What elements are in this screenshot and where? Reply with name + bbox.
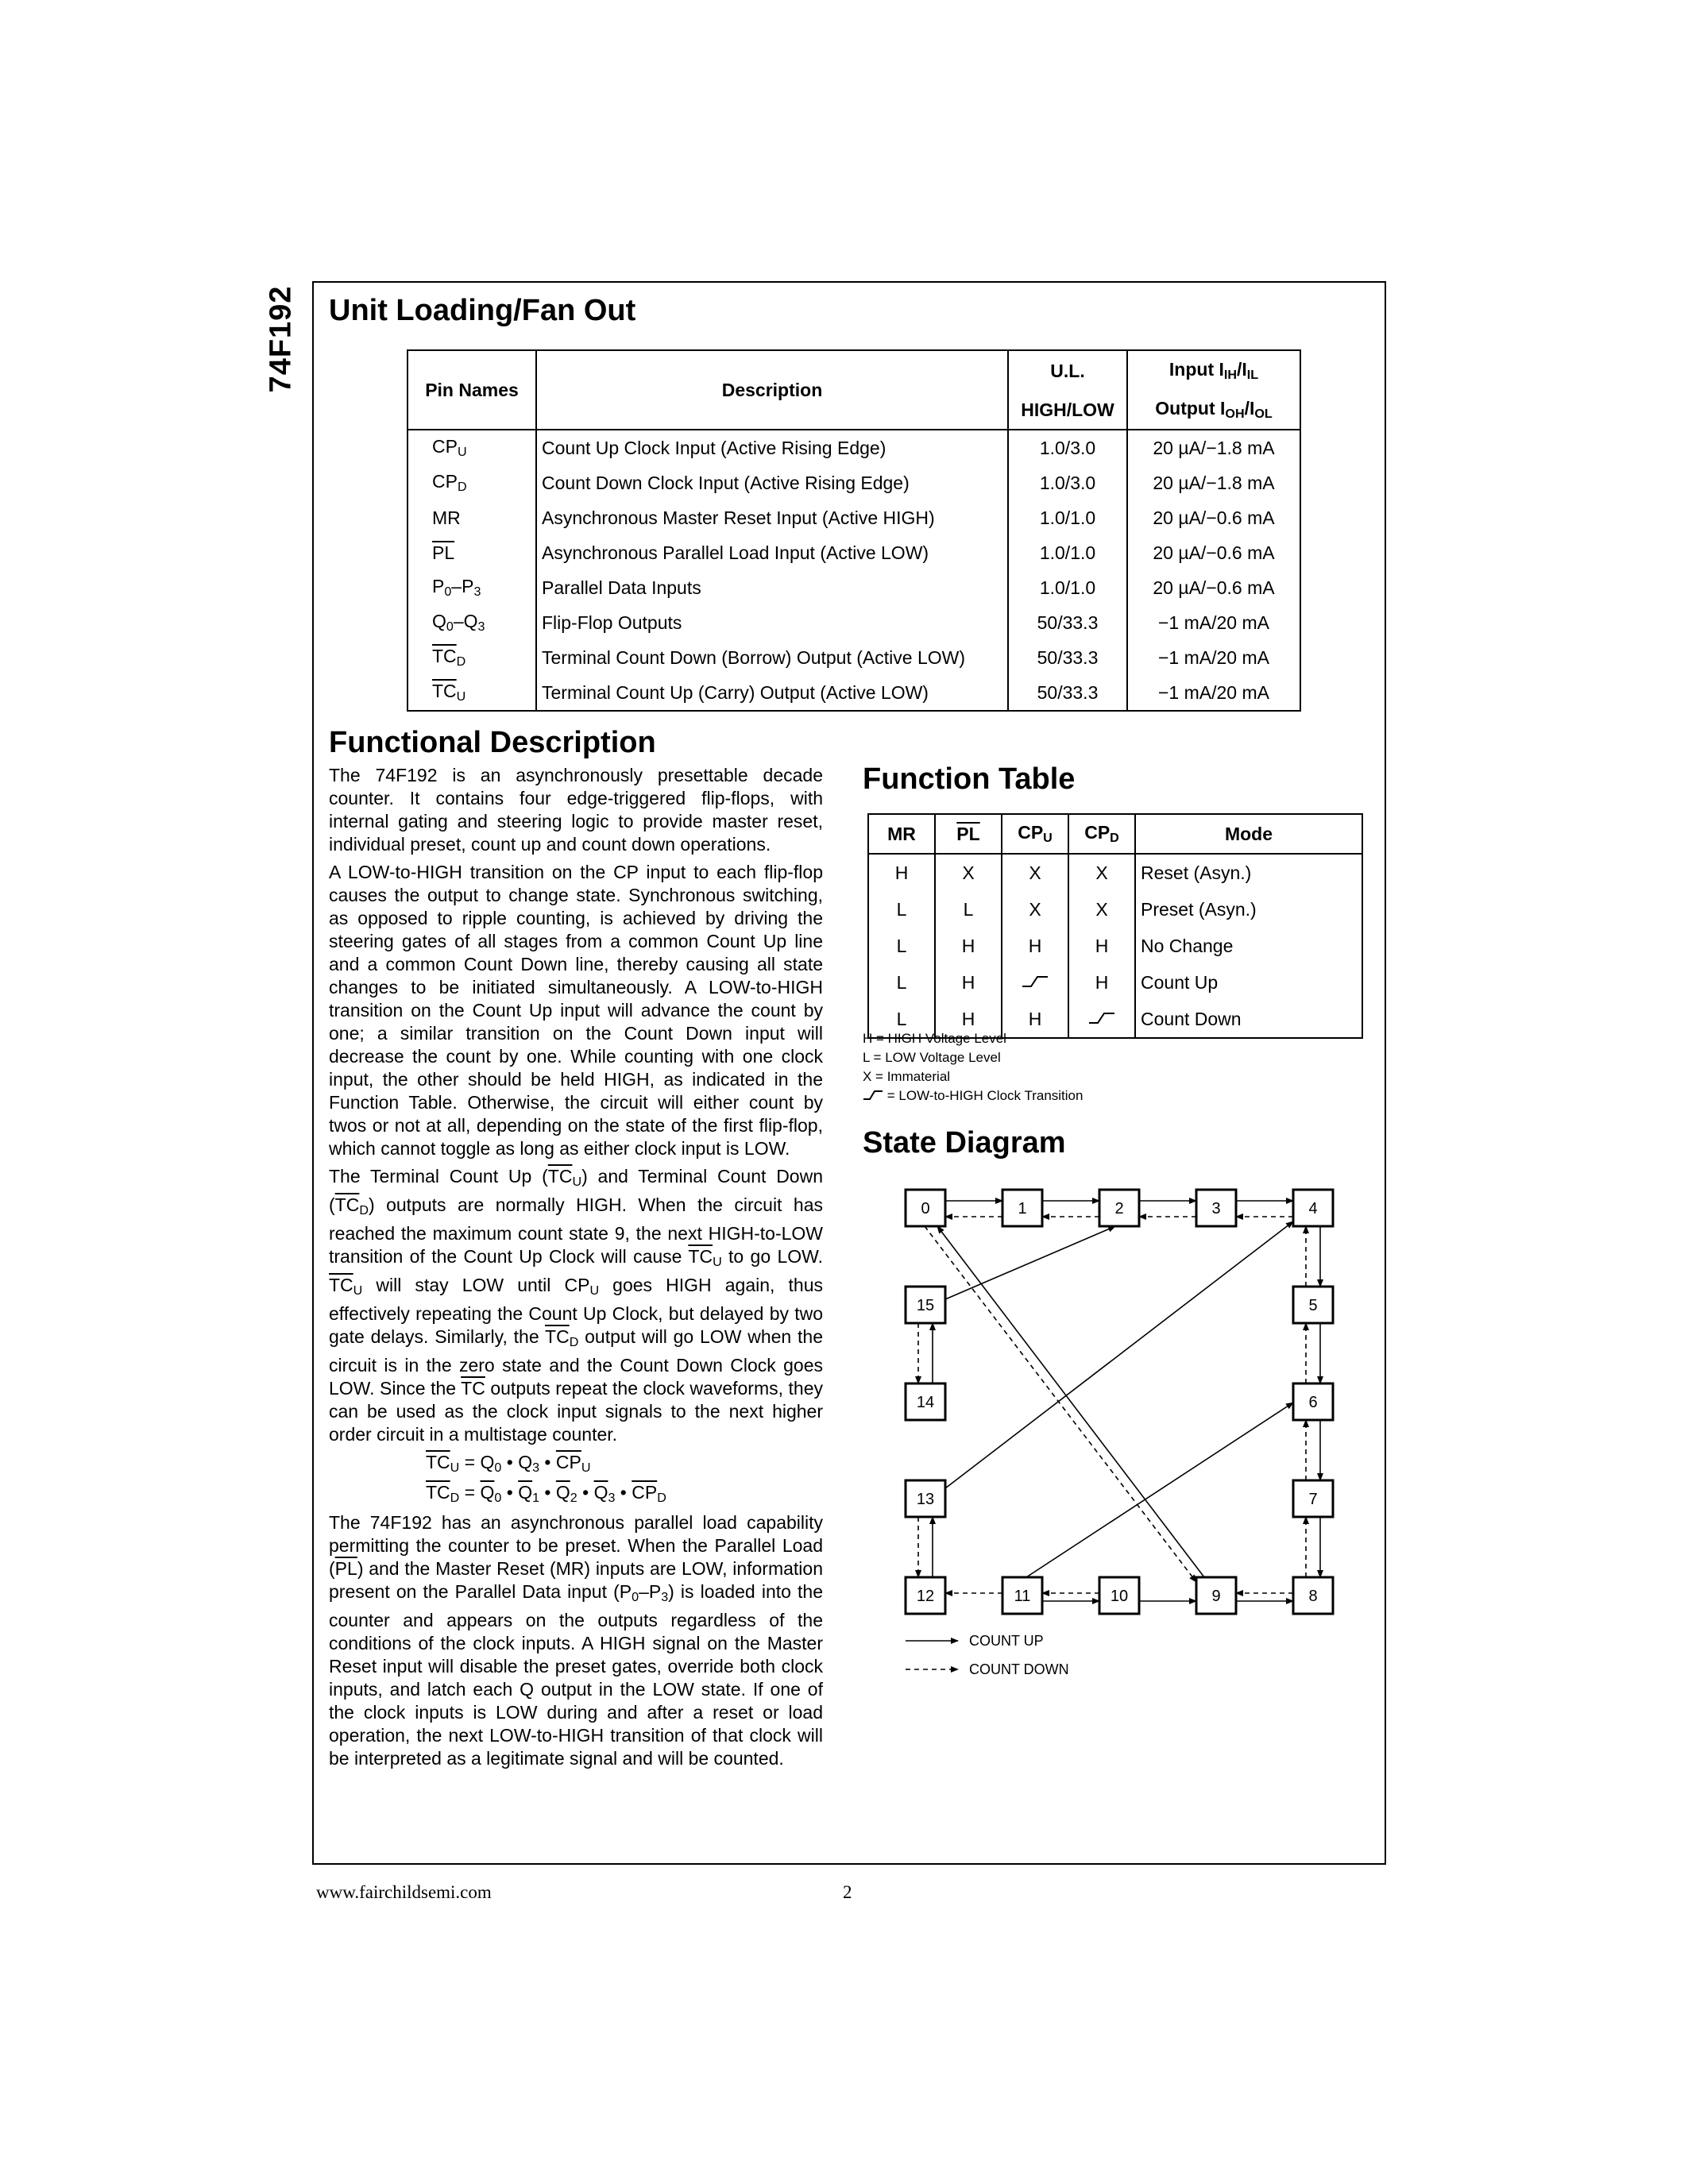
cpu-cell: X (1002, 854, 1068, 891)
count-up-transition (945, 1226, 1115, 1299)
table-row (408, 500, 1300, 535)
count-up-transition (937, 1226, 1204, 1577)
pl-cell: H (935, 1001, 1002, 1038)
cpd-cell: H (1068, 928, 1135, 964)
pin-name: $CP_D$ (408, 465, 536, 500)
table-row (408, 535, 1300, 570)
paragraph: The Terminal Count Up $(\overline{TC}_U)$ and Terminal Count Down $(\overline{TC}_D)$ outputs are normally HIGH. When the circuit has reached the maximum count state 9, the next HIGH-to-LOW transition of the Count Up Clock will cause $\overline{TC}_U$ to go LOW. $\overline{TC}_U$ will stay LOW until $CP_U$ goes HIGH again, thus effectively repeating the Count Up Clock, but delayed by two gate delays. Similarly, the $\overline{TC}_D$ output will go LOW when the circuit is in the zero state and the Count Down Clock goes LOW. Since the $\overline{TC}$ outputs repeat the clock waveforms, they can be used as the clock input signals to the next higher order circuit in a multistage counter. (329, 1166, 824, 1445)
table-row (868, 854, 1362, 891)
table-row (868, 928, 1362, 964)
unit-load: 1.0/1.0 (1008, 570, 1127, 605)
count-up-transition (1026, 1403, 1293, 1577)
table-header-row (408, 350, 1300, 391)
header-ul-bottom: HIGH/LOW (1008, 391, 1127, 430)
io-current: 20 µA/−0.6 mA (1127, 500, 1300, 535)
rising-edge-icon (1088, 1011, 1115, 1025)
unit-load: 1.0/1.0 (1008, 535, 1127, 570)
cpu-cell: H (1002, 928, 1068, 964)
header-cpd: $CP_D$ (1068, 814, 1135, 854)
mr-cell: L (868, 891, 935, 928)
header-pl: $\overline{PL}$ (935, 814, 1002, 854)
equation-tcd: $\overline{TC}_D = \overline{Q}_0$ • $\overline{Q}_1$ • $\overline{Q}_2$ • $\overline{Q}_3$ • $\overline{CP}_D$ (426, 1482, 666, 1506)
pin-description: Asynchronous Master Reset Input (Active HIGH) (536, 500, 1008, 535)
state-label: 12 (916, 1588, 935, 1605)
state-label: 8 (1308, 1588, 1318, 1605)
state-label: 6 (1308, 1394, 1318, 1411)
state-label: 13 (916, 1491, 935, 1508)
state-label: 3 (1211, 1200, 1221, 1217)
pin-name: $CP_U$ (408, 430, 536, 465)
pin-description: Terminal Count Up (Carry) Output (Active LOW) (536, 675, 1008, 711)
mr-cell: H (868, 854, 935, 891)
state-label: 11 (1014, 1588, 1031, 1605)
mode-cell: Count Up (1135, 964, 1362, 1001)
pin-name: $\overline{PL}$ (408, 535, 536, 570)
legend-high: H = HIGH Voltage Level (863, 1031, 1006, 1046)
state-diagram (882, 1167, 1366, 1684)
io-current: 20 µA/−1.8 mA (1127, 430, 1300, 465)
state-diagram-title: State Diagram (863, 1126, 1066, 1160)
legend-low: L = LOW Voltage Level (863, 1050, 1001, 1065)
state-label: 2 (1114, 1200, 1124, 1217)
table-row (408, 570, 1300, 605)
io-current: 20 µA/−0.6 mA (1127, 535, 1300, 570)
legend-clock: = LOW-to-HIGH Clock Transition (863, 1086, 1083, 1106)
unit-loading-table (407, 349, 1301, 712)
table-header-row (868, 814, 1362, 854)
table-row (408, 465, 1300, 500)
io-current: 20 µA/−1.8 mA (1127, 465, 1300, 500)
pl-cell: X (935, 854, 1002, 891)
cpd-cell: X (1068, 891, 1135, 928)
state-label: 9 (1211, 1588, 1221, 1605)
equation-tcu: $\overline{TC}_U = Q_0$ • $Q_3$ • $\overline{CP}_U$ (426, 1452, 591, 1476)
cpd-cell: X (1068, 854, 1135, 891)
state-label: 5 (1308, 1297, 1318, 1314)
io-current: 20 µA/−0.6 mA (1127, 570, 1300, 605)
unit-load: 1.0/3.0 (1008, 465, 1127, 500)
header-output-current: Output $I_{OH}/I_{OL}$ (1127, 391, 1300, 430)
functional-description-body (329, 764, 823, 1775)
unit-load: 1.0/3.0 (1008, 430, 1127, 465)
io-current: −1 mA/20 mA (1127, 675, 1300, 711)
mode-cell: Preset (Asyn.) (1135, 891, 1362, 928)
pin-name: $P_0-P_3$ (408, 570, 536, 605)
pin-description: Parallel Data Inputs (536, 570, 1008, 605)
page-number: 2 (843, 1882, 852, 1902)
pin-name: $\overline{TC}_D$ (408, 640, 536, 675)
state-label: 0 (921, 1200, 930, 1217)
part-number-text: 74F192 (264, 285, 298, 393)
paragraph: A LOW-to-HIGH transition on the CP input to each flip-flop causes the output to change state. Synchronous switching, as opposed to ripple counting, is achieved by driving the steering gates of all stages from a common Count Up line and a common Count Down line, thereby causing all state changes to be initiated simultaneously. A LOW-to-HIGH transition on the Count Up input will advance the count by one; a similar transition on the Count Down input will decrease the count by one. While counting with one clock input, the other should be held HIGH, as indicated in the Function Table. Otherwise, the circuit will either count by twos or not at all, depending on the state of the first flip-flop, which cannot toggle as long as either clock input is LOW. (329, 862, 823, 1159)
header-cpu: $CP_U$ (1002, 814, 1068, 854)
mr-cell: L (868, 1001, 935, 1038)
unit-loading-title: Unit Loading/Fan Out (329, 294, 636, 327)
unit-load: 50/33.3 (1008, 640, 1127, 675)
mode-cell: No Change (1135, 928, 1362, 964)
function-table-title: Function Table (863, 762, 1076, 796)
paragraph: The 74F192 is an asynchronously presettable decade counter. It contains four edge-triggered flip-flops, with internal gating and steering logic to provide master reset, individual preset, count up and count down operations. (329, 765, 823, 855)
count-down-legend-label: COUNT DOWN (969, 1661, 1069, 1677)
header-mode: Mode (1135, 814, 1362, 854)
cpd-cell: H (1068, 964, 1135, 1001)
mr-cell: L (868, 928, 935, 964)
pin-description: Asynchronous Parallel Load Input (Active LOW) (536, 535, 1008, 570)
unit-load: 1.0/1.0 (1008, 500, 1127, 535)
pl-cell: L (935, 891, 1002, 928)
table-row (408, 640, 1300, 675)
mode-cell: Count Down (1135, 1001, 1362, 1038)
rising-edge-icon (1022, 974, 1049, 989)
count-up-transition (945, 1221, 1293, 1488)
header-input-current: Input $I_{IH}/I_{IL}$ (1127, 350, 1300, 391)
rising-edge-icon (863, 1090, 883, 1101)
pin-name: MR (408, 500, 536, 535)
state-label: 1 (1018, 1200, 1027, 1217)
mr-cell: L (868, 964, 935, 1001)
header-description: Description (536, 350, 1008, 430)
io-current: −1 mA/20 mA (1127, 605, 1300, 640)
pl-cell: H (935, 964, 1002, 1001)
pin-description: Terminal Count Down (Borrow) Output (Active LOW) (536, 640, 1008, 675)
part-number-side-label (253, 280, 310, 399)
table-row (408, 430, 1300, 465)
header-ul-top: U.L. (1008, 350, 1127, 391)
state-label: 15 (916, 1297, 935, 1314)
count-up-legend-label: COUNT UP (969, 1633, 1044, 1649)
unit-load: 50/33.3 (1008, 675, 1127, 711)
table-row (868, 964, 1362, 1001)
function-table-legend (863, 1029, 1083, 1106)
count-down-transition (925, 1226, 1196, 1582)
state-label: 10 (1110, 1588, 1129, 1605)
functional-description-title: Functional Description (329, 726, 656, 759)
table-row (408, 605, 1300, 640)
function-table (867, 813, 1363, 1039)
state-boxes (906, 1190, 1333, 1614)
paragraph: The 74F192 has an asynchronous parallel load capability permitting the counter to be preset. When the Parallel Load $(\overline{PL})$ and the Master Reset (MR) inputs are LOW, information present on the Parallel Data input $(P_0-P_3)$ is loaded into the counter and appears on the outputs regardless of the conditions of the clock inputs. A HIGH signal on the Master Reset input will disable the preset gates, override both clock inputs, and latch each Q output in the LOW state. If one of the clock inputs is LOW during and after a reset or load operation, the next LOW-to-HIGH transition of that clock will be interpreted as a legitimate signal and will be counted. (329, 1512, 823, 1769)
header-pin-names: Pin Names (408, 350, 536, 430)
state-label: 4 (1308, 1200, 1318, 1217)
mode-cell: Reset (Asyn.) (1135, 854, 1362, 891)
cpu-cell: X (1002, 891, 1068, 928)
footer-url: www.fairchildsemi.com (316, 1882, 492, 1902)
table-row (408, 675, 1300, 711)
state-label: 7 (1308, 1491, 1318, 1508)
cpu-cell (1002, 964, 1068, 1001)
table-row (868, 891, 1362, 928)
header-mr: MR (868, 814, 935, 854)
pin-name: $Q_0-Q_3$ (408, 605, 536, 640)
legend-immaterial: X = Immaterial (863, 1069, 951, 1084)
cpu-cell: H (1002, 1001, 1068, 1038)
state-diagram-legend (906, 1633, 1069, 1677)
state-label: 14 (916, 1394, 935, 1411)
pin-description: Count Down Clock Input (Active Rising Edge) (536, 465, 1008, 500)
io-current: −1 mA/20 mA (1127, 640, 1300, 675)
pin-name: $\overline{TC}_U$ (408, 675, 536, 711)
unit-load: 50/33.3 (1008, 605, 1127, 640)
pin-description: Flip-Flop Outputs (536, 605, 1008, 640)
pin-description: Count Up Clock Input (Active Rising Edge) (536, 430, 1008, 465)
state-transitions (918, 1201, 1320, 1601)
pl-cell: H (935, 928, 1002, 964)
